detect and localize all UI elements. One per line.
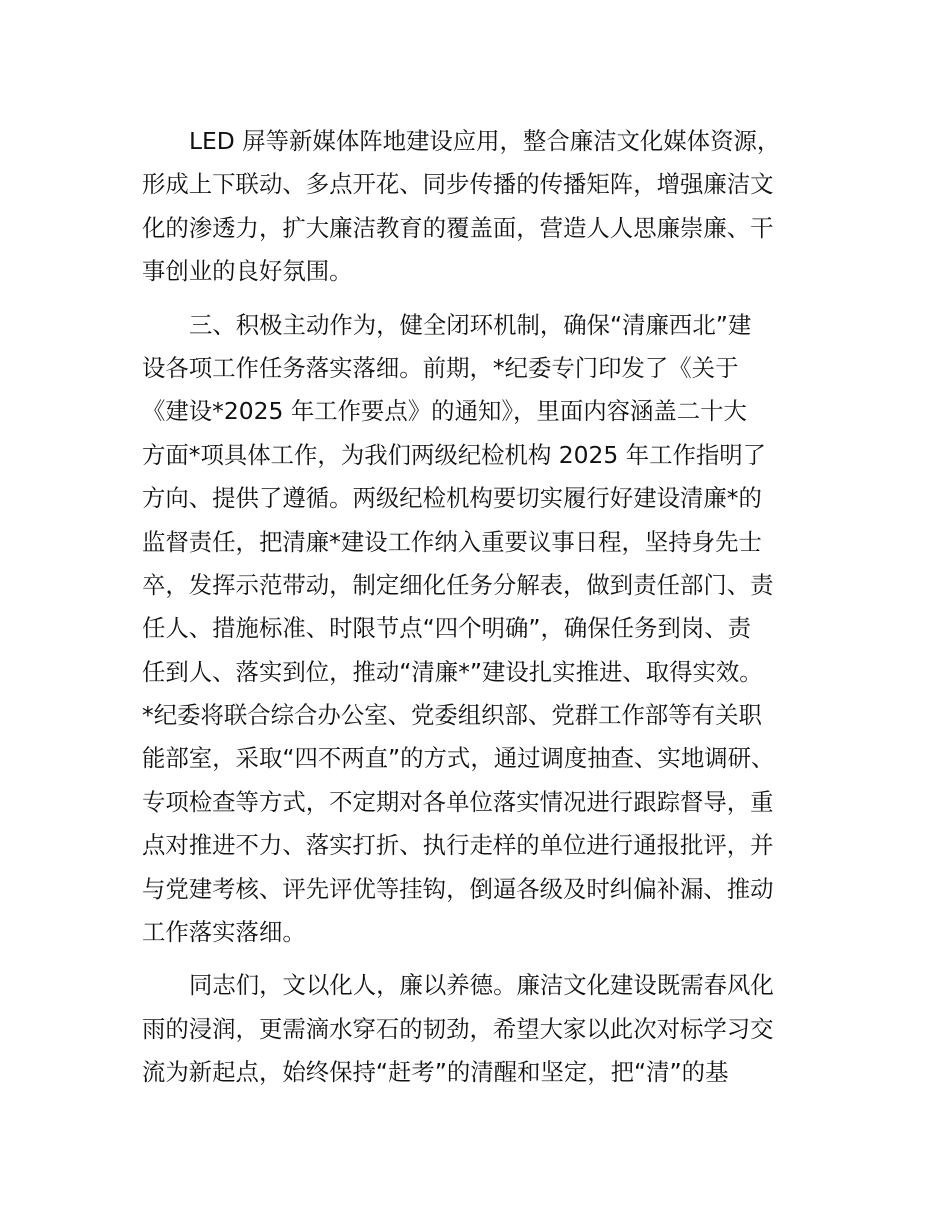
text-line: 方面*项具体工作，为我们两级纪检机构 2025 年工作指明了 xyxy=(142,440,767,469)
text-line: 卒，发挥示范带动，制定细化任务分解表，做到责任部门、责 xyxy=(142,570,774,599)
text-line: LED 屏等新媒体阵地建设应用，整合廉洁文化媒体资源， xyxy=(189,127,781,155)
text-line: 设各项工作任务落实落细。前期，*纪委专门印发了《关于 xyxy=(142,353,739,382)
text-line: 任人、措施标准、时限节点“四个明确”，确保任务到岗、责 xyxy=(142,614,751,643)
text-line: 三、积极主动作为，健全闭环机制，确保“清廉西北”建 xyxy=(189,310,752,339)
text-line: 形成上下联动、多点开花、同步传播的传播矩阵，增强廉洁文 xyxy=(142,170,774,199)
text-line: 化的渗透力，扩大廉洁教育的覆盖面，营造人人思廉崇廉、干 xyxy=(142,213,774,242)
paragraph-closed-loop-mechanism xyxy=(142,304,832,955)
text-line: 雨的浸润，更需滴水穿石的韧劲，希望大家以此次对标学习交 xyxy=(142,1014,774,1043)
text-line: 同志们，文以化人，廉以养德。廉洁文化建设既需春风化 xyxy=(189,971,774,1000)
text-line: 与党建考核、评先评优等挂钩，倒逼各级及时纠偏补漏、推动 xyxy=(142,874,774,903)
paragraph-media-matrix xyxy=(142,120,832,294)
text-line: 流为新起点，始终保持“赶考”的清醒和坚定，把“清”的基 xyxy=(142,1058,729,1087)
text-line: 专项检查等方式，不定期对各单位落实情况进行跟踪督导，重 xyxy=(142,787,774,816)
text-line: 监督责任，把清廉*建设工作纳入重要议事日程，坚持身先士 xyxy=(142,527,762,556)
text-line: *纪委将联合综合办公室、党委组织部、党群工作部等有关职 xyxy=(142,701,762,730)
text-line: 方向、提供了遵循。两级纪检机构要切实履行好建设清廉*的 xyxy=(142,484,762,513)
text-line: 事创业的良好氛围。 xyxy=(142,257,353,286)
paragraph-closing-remarks xyxy=(142,964,832,1094)
text-line: 能部室，采取“四不两直”的方式，通过调度抽查、实地调研、 xyxy=(142,744,775,773)
text-line: 工作落实落细。 xyxy=(142,918,306,947)
text-line: 《建设*2025 年工作要点》的通知》，里面内容涵盖二十大 xyxy=(142,397,747,426)
text-line: 任到人、落实到位，推动“清廉*”建设扎实推进、取得实效。 xyxy=(142,657,763,686)
text-line: 点对推进不力、落实打折、执行走样的单位进行通报批评，并 xyxy=(142,831,774,860)
document-body xyxy=(142,120,832,1105)
